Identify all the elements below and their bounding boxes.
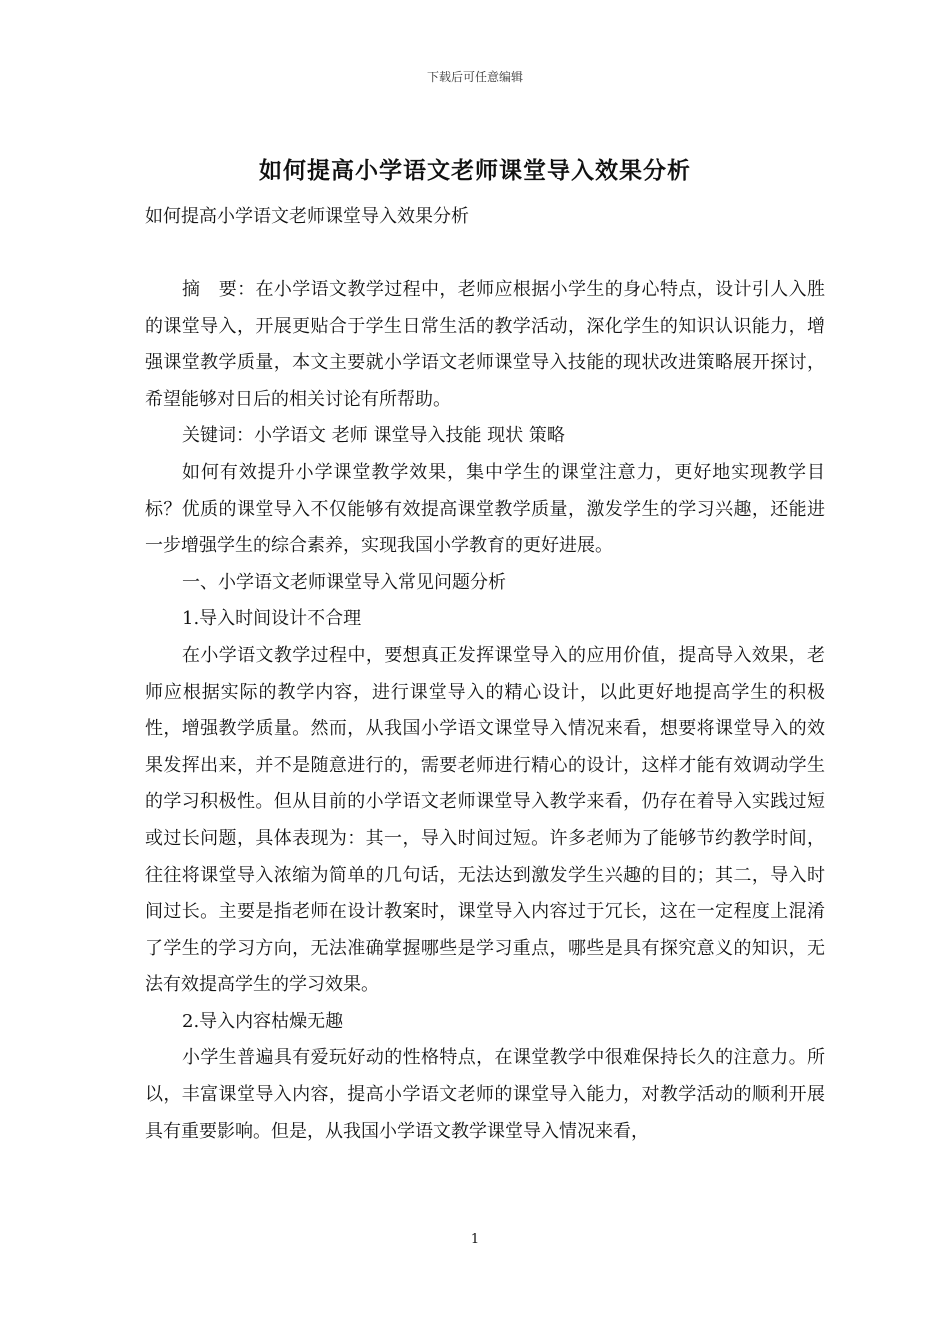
section-heading: 一、小学语文老师课堂导入常见问题分析 xyxy=(182,571,506,593)
body-paragraph: 小学生普遍具有爱玩好动的性格特点，在课堂教学中很难保持长久的注意力。所以，丰富课堂导入内容，提高小学语文老师的课堂导入能力，对教学活动的顺利开展具有重要影响。但是，从我国小学语文教学课堂导入情况来看， xyxy=(145,1047,825,1142)
subsection-heading: 2.导入内容枯燥无趣 xyxy=(182,1010,344,1032)
subsection-heading: 1.导入时间设计不合理 xyxy=(182,608,362,630)
document-title: 如何提高小学语文老师课堂导入效果分析 xyxy=(259,157,691,184)
intro-paragraph: 如何有效提升小学课堂教学效果，集中学生的课堂注意力，更好地实现教学目标？优质的课堂导入不仅能够有效提高课堂教学质量，激发学生的学习兴趣，还能进一步增强学生的综合素养，实现我国小学教育的更好进展。 xyxy=(145,461,825,557)
page-number: 1 xyxy=(470,1232,480,1247)
abstract-paragraph: 摘 要：在小学语文教学过程中，老师应根据小学生的身心特点，设计引人入胜的课堂导入，开展更贴合于学生日常生活的教学活动，深化学生的知识认识能力，增强课堂教学质量，本文主要就小学语文老师课堂导入技能的现状改进策略展开探讨，希望能够对日后的相关讨论有所帮助。 xyxy=(145,279,825,410)
document-subtitle: 如何提高小学语文老师课堂导入效果分析 xyxy=(145,206,469,227)
keywords-paragraph: 关键词：小学语文 老师 课堂导入技能 现状 策略 xyxy=(182,425,565,447)
document-body xyxy=(145,272,825,1150)
page-header: 下载后可任意编辑 xyxy=(426,70,523,84)
body-paragraph: 在小学语文教学过程中，要想真正发挥课堂导入的应用价值，提高导入效果，老师应根据实际的教学内容，进行课堂导入的精心设计，以此更好地提高学生的积极性，增强教学质量。然而，从我国小学语文课堂导入情况来看，想要将课堂导入的效果发挥出来，并不是随意进行的，需要老师进行精心的设计，这样才能有效调动学生的学习积极性。但从目前的小学语文老师课堂导入教学来看，仍存在着导入实践过短或过长问题，具体表现为：其一，导入时间过短。许多老师为了能够节约教学时间，往往将课堂导入浓缩为简单的几句话，无法达到激发学生兴趣的目的；其二，导入时间过长。主要是指老师在设计教案时，课堂导入内容过于冗长，这在一定程度上混淆了学生的学习方向，无法准确掌握哪些是学习重点，哪些是具有探究意义的知识，无法有效提高学生的学习效果。 xyxy=(145,644,825,996)
